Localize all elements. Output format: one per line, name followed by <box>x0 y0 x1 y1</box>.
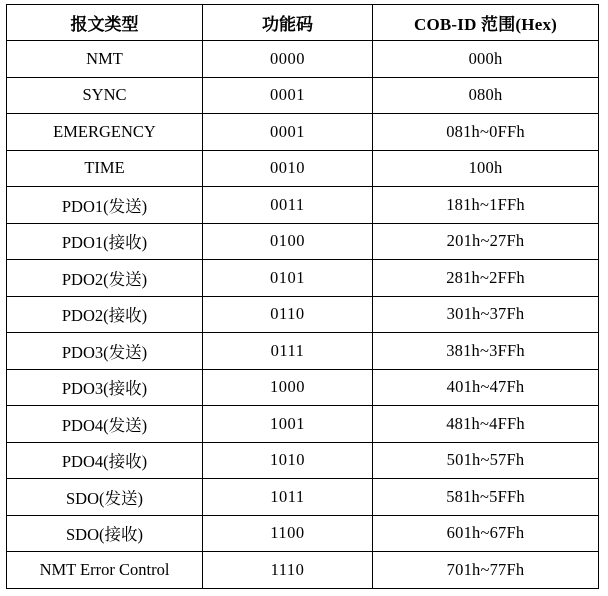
cob-id-allocation-table <box>6 4 599 589</box>
cell-function-code: 0010 <box>203 150 373 187</box>
cell-message-type: PDO2(接收) <box>7 296 203 333</box>
table-row <box>7 150 599 187</box>
cell-message-type: PDO4(发送) <box>7 406 203 443</box>
cell-cob-id-range: 481h~4FFh <box>373 406 599 443</box>
table-row <box>7 260 599 297</box>
cell-cob-id-range: 601h~67Fh <box>373 515 599 552</box>
table-row <box>7 41 599 78</box>
table-row <box>7 333 599 370</box>
cell-function-code: 0101 <box>203 260 373 297</box>
cell-function-code: 1011 <box>203 479 373 516</box>
cell-cob-id-range: 181h~1FFh <box>373 187 599 224</box>
cell-function-code: 1010 <box>203 442 373 479</box>
cell-message-type: SDO(发送) <box>7 479 203 516</box>
cell-cob-id-range: 581h~5FFh <box>373 479 599 516</box>
cell-function-code: 0111 <box>203 333 373 370</box>
cell-cob-id-range: 501h~57Fh <box>373 442 599 479</box>
cell-cob-id-range: 080h <box>373 77 599 114</box>
column-header-function-code: 功能码 <box>203 5 373 41</box>
cell-function-code: 0000 <box>203 41 373 78</box>
cell-message-type: SYNC <box>7 77 203 114</box>
table-row <box>7 114 599 151</box>
table-row <box>7 406 599 443</box>
cell-message-type: PDO3(接收) <box>7 369 203 406</box>
table-row <box>7 442 599 479</box>
cell-message-type: NMT Error Control <box>7 552 203 589</box>
table-row <box>7 479 599 516</box>
cell-function-code: 0001 <box>203 77 373 114</box>
table-row <box>7 296 599 333</box>
column-header-message-type: 报文类型 <box>7 5 203 41</box>
cell-message-type: PDO3(发送) <box>7 333 203 370</box>
cell-message-type: NMT <box>7 41 203 78</box>
cell-function-code: 1001 <box>203 406 373 443</box>
document-page <box>0 4 608 596</box>
cell-cob-id-range: 701h~77Fh <box>373 552 599 589</box>
cell-message-type: EMERGENCY <box>7 114 203 151</box>
cell-function-code: 1100 <box>203 515 373 552</box>
table-row <box>7 77 599 114</box>
cell-cob-id-range: 201h~27Fh <box>373 223 599 260</box>
table-header <box>7 5 599 41</box>
cell-message-type: PDO1(发送) <box>7 187 203 224</box>
cell-cob-id-range: 281h~2FFh <box>373 260 599 297</box>
cell-cob-id-range: 100h <box>373 150 599 187</box>
cell-cob-id-range: 381h~3FFh <box>373 333 599 370</box>
cell-cob-id-range: 081h~0FFh <box>373 114 599 151</box>
table-row <box>7 369 599 406</box>
cell-message-type: SDO(接收) <box>7 515 203 552</box>
cell-cob-id-range: 000h <box>373 41 599 78</box>
cell-function-code: 0011 <box>203 187 373 224</box>
table-row <box>7 187 599 224</box>
table-row <box>7 515 599 552</box>
table-row <box>7 552 599 589</box>
cell-function-code: 1000 <box>203 369 373 406</box>
table-body <box>7 41 599 589</box>
cell-function-code: 0001 <box>203 114 373 151</box>
cell-function-code: 0100 <box>203 223 373 260</box>
table-row <box>7 223 599 260</box>
cell-message-type: PDO4(接收) <box>7 442 203 479</box>
cell-message-type: PDO1(接收) <box>7 223 203 260</box>
cell-cob-id-range: 401h~47Fh <box>373 369 599 406</box>
cell-function-code: 1110 <box>203 552 373 589</box>
cell-function-code: 0110 <box>203 296 373 333</box>
cell-message-type: PDO2(发送) <box>7 260 203 297</box>
cell-cob-id-range: 301h~37Fh <box>373 296 599 333</box>
column-header-cob-id-range: COB-ID 范围(Hex) <box>373 5 599 41</box>
cell-message-type: TIME <box>7 150 203 187</box>
table-header-row <box>7 5 599 41</box>
